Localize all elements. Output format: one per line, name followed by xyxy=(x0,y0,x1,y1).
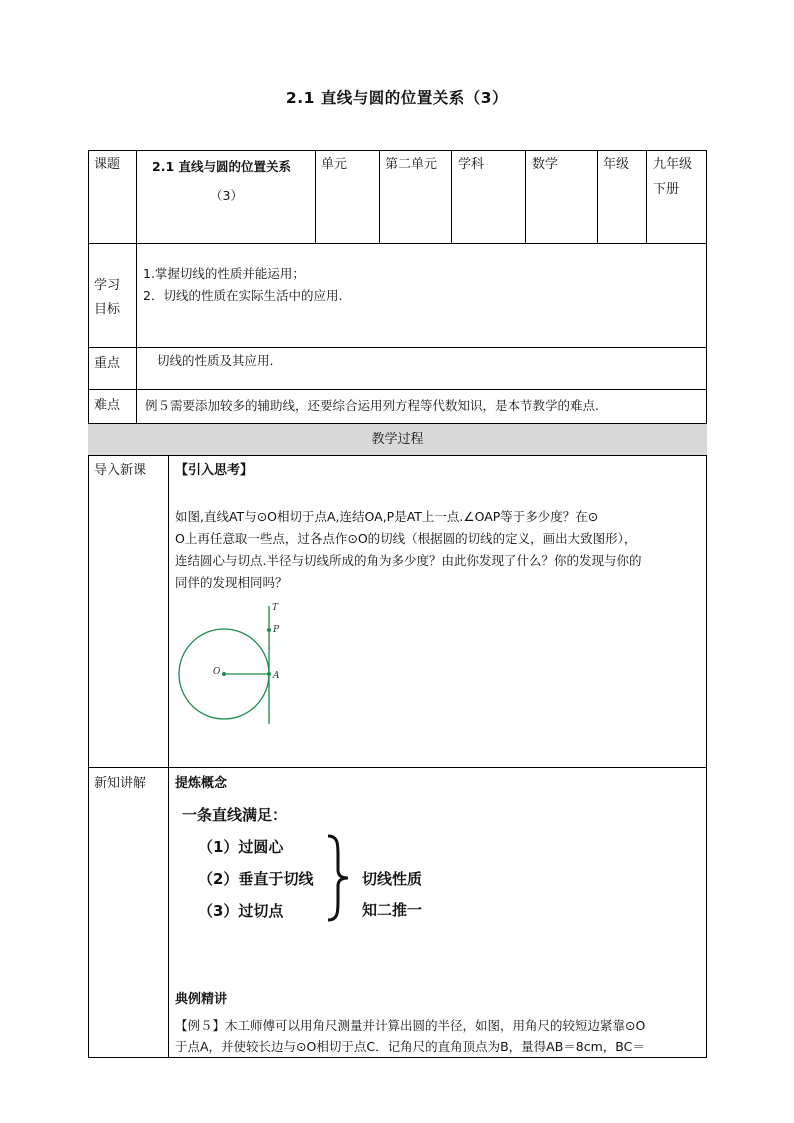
table-rule xyxy=(88,347,707,348)
table-border-right xyxy=(706,150,707,1058)
example-text-line: 【例５】木工师傅可以用角尺测量并计算出圆的半径，如图，用角尺的较短边紧靠⊙O xyxy=(175,1018,646,1033)
grade-label: 年级 xyxy=(603,157,630,172)
lesson-label: 课题 xyxy=(94,157,121,172)
table-rule xyxy=(525,150,526,244)
tangent-figure xyxy=(176,598,296,728)
condition-item: （3）过切点 xyxy=(198,902,284,920)
subject-label: 学科 xyxy=(458,157,485,172)
intro-paragraph-line: O上再任意取一些点，过各点作⊙O的切线（根据圆的切线的定义，画出大致图形）， xyxy=(175,531,637,546)
table-border-top xyxy=(88,150,707,151)
table-rule xyxy=(451,150,452,244)
table-rule xyxy=(597,150,598,244)
table-rule xyxy=(88,767,707,768)
label-a: A xyxy=(273,671,280,681)
intro-paragraph-line: 如图,直线AT与⊙O相切于点A,连结OA,P是AT上一点.∠OAP等于多少度？在⊙ xyxy=(175,509,599,524)
table-rule xyxy=(88,243,707,244)
page-title: 2.1 直线与圆的位置关系（3） xyxy=(285,89,509,107)
condition-item: （1）过圆心 xyxy=(198,838,284,856)
example-text-line: 于点A，并使较长边与⊙O相切于点C．记角尺的直角顶点为B，量得AB＝8cm，BC＝ xyxy=(175,1039,645,1054)
lesson-value-cont: （3） xyxy=(210,188,243,203)
condition-item: （2）垂直于切线 xyxy=(198,870,314,888)
process-header-bar xyxy=(88,424,707,455)
table-rule xyxy=(315,150,316,244)
unit-value: 第二单元 xyxy=(385,157,438,172)
point-o xyxy=(222,672,226,676)
goals-label-cont: 目标 xyxy=(94,302,121,317)
table-border-left xyxy=(88,150,89,1058)
subject-value: 数学 xyxy=(532,157,559,172)
grade-value: 九年级 xyxy=(653,157,693,172)
table-rule xyxy=(168,455,169,1058)
label-p: P xyxy=(273,625,280,635)
table-rule xyxy=(88,455,707,456)
example-heading: 典例精讲 xyxy=(175,992,228,1007)
new-knowledge-label: 新知讲解 xyxy=(94,776,147,791)
grade-value-cont: 下册 xyxy=(653,182,680,197)
label-o: O xyxy=(213,667,221,677)
table-border-bottom xyxy=(88,1057,707,1058)
table-rule xyxy=(379,150,380,244)
intro-label: 导入新课 xyxy=(94,463,147,478)
concept-title: 一条直线满足： xyxy=(182,806,288,824)
focus-text: 切线的性质及其应用. xyxy=(157,353,274,368)
property-label: 切线性质 xyxy=(362,870,423,888)
unit-label: 单元 xyxy=(321,157,348,172)
difficulty-label: 难点 xyxy=(94,398,121,413)
point-a xyxy=(267,672,271,676)
process-header: 教学过程 xyxy=(371,432,424,447)
goal-item: 1.掌握切线的性质并能运用； xyxy=(143,266,305,281)
table-rule xyxy=(88,389,707,390)
intro-paragraph-line: 连结圆心与切点.半径与切线所成的角为多少度？由此你发现了什么？你的发现与你的 xyxy=(175,553,642,568)
lesson-value: 2.1 直线与圆的位置关系 xyxy=(152,159,291,174)
table-rule xyxy=(646,150,647,244)
table-rule xyxy=(136,150,137,424)
goals-label: 学习 xyxy=(94,278,121,293)
intro-paragraph-line: 同伴的发现相同吗？ xyxy=(175,575,288,590)
rule-label: 知二推一 xyxy=(362,901,423,919)
concept-heading: 提炼概念 xyxy=(175,776,228,791)
intro-heading: 【引入思考】 xyxy=(175,463,254,478)
goal-item: 2．切线的性质在实际生活中的应用. xyxy=(143,288,343,303)
difficulty-text: 例５需要添加较多的辅助线，还要综合运用列方程等代数知识，是本节教学的难点. xyxy=(145,398,599,413)
concept-card xyxy=(176,798,446,923)
point-p xyxy=(267,628,271,632)
label-t: T xyxy=(272,603,279,613)
focus-label: 重点 xyxy=(94,356,121,371)
brace-icon xyxy=(324,834,354,922)
